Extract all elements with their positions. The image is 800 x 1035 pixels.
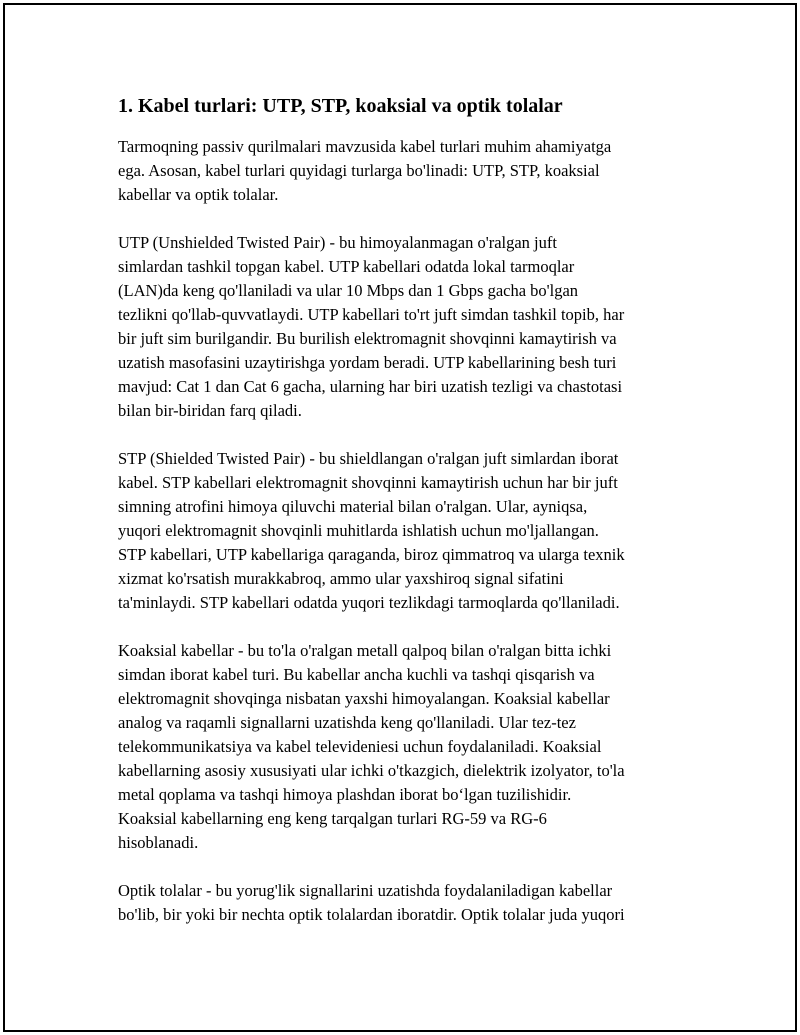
text-line: simdan iborat kabel turi. Bu kabellar ancha kuchli va tashqi qisqarish va bbox=[118, 665, 595, 684]
text-line: kabellarning asosiy xususiyati ular ichki o'tkazgich, dielektrik izolyator, to'la bbox=[118, 761, 625, 780]
text-line: Koaksial kabellar - bu to'la o'ralgan metall qalpoq bilan o'ralgan bitta ichki bbox=[118, 641, 612, 660]
text-line: simning atrofini himoya qiluvchi material bilan o'ralgan. Ular, ayniqsa, bbox=[118, 497, 588, 516]
text-line: ega. Asosan, kabel turlari quyidagi turlarga bo'linadi: UTP, STP, koaksial bbox=[118, 161, 600, 180]
text-line: bo'lib, bir yoki bir nechta optik tolalardan iboratdir. Optik tolalar juda yuqori bbox=[118, 905, 625, 924]
text-line: kabel. STP kabellari elektromagnit shovqinni kamaytirish uchun har bir juft bbox=[118, 473, 618, 492]
text-line: mavjud: Cat 1 dan Cat 6 gacha, ularning har biri uzatish tezligi va chastotasi bbox=[118, 377, 623, 396]
text-line: elektromagnit shovqinga nisbatan yaxshi himoyalangan. Koaksial kabellar bbox=[118, 689, 610, 708]
text-line: telekommunikatsiya va kabel televideniesi uchun foydalaniladi. Koaksial bbox=[118, 737, 602, 756]
text-line: ta'minlaydi. STP kabellari odatda yuqori tezlikdagi tarmoqlarda qo'llaniladi. bbox=[118, 593, 620, 612]
text-line: UTP (Unshielded Twisted Pair) - bu himoyalanmagan o'ralgan juft bbox=[118, 233, 557, 252]
body-paragraph bbox=[118, 135, 688, 207]
body-paragraph bbox=[118, 639, 688, 855]
text-line: yuqori elektromagnit shovqinli muhitlarda ishlatish uchun mo'ljallangan. bbox=[118, 521, 599, 540]
text-line: (LAN)da keng qo'llaniladi va ular 10 Mbps dan 1 Gbps gacha bo'lgan bbox=[118, 281, 579, 300]
text-line: Tarmoqning passiv qurilmalari mavzusida kabel turlari muhim ahamiyatga bbox=[118, 137, 612, 156]
text-line: simlardan tashkil topgan kabel. UTP kabellari odatda lokal tarmoqlar bbox=[118, 257, 575, 276]
text-line: Koaksial kabellarning eng keng tarqalgan turlari RG-59 va RG-6 bbox=[118, 809, 547, 828]
body-paragraph bbox=[118, 447, 688, 615]
text-line: bilan bir-biridan farq qiladi. bbox=[118, 401, 302, 420]
text-line: STP kabellari, UTP kabellariga qaraganda, biroz qimmatroq va ularga texnik bbox=[118, 545, 625, 564]
document-body bbox=[118, 93, 688, 951]
text-line: xizmat ko'rsatish murakkabroq, ammo ular yaxshiroq signal sifatini bbox=[118, 569, 564, 588]
body-paragraph bbox=[118, 231, 688, 423]
paragraph-list bbox=[118, 135, 688, 927]
section-heading: 1. Kabel turlari: UTP, STP, koaksial va optik tolalar bbox=[118, 95, 563, 117]
body-paragraph bbox=[118, 879, 688, 927]
text-line: bir juft sim burilgandir. Bu burilish elektromagnit shovqinni kamaytirish va bbox=[118, 329, 617, 348]
text-line: kabellar va optik tolalar. bbox=[118, 185, 279, 204]
text-line: metal qoplama va tashqi himoya plashdan iborat bo‘lgan tuzilishidir. bbox=[118, 785, 572, 804]
text-line: hisoblanadi. bbox=[118, 833, 199, 852]
text-line: analog va raqamli signallarni uzatishda keng qo'llaniladi. Ular tez-tez bbox=[118, 713, 576, 732]
text-line: STP (Shielded Twisted Pair) - bu shieldlangan o'ralgan juft simlardan iborat bbox=[118, 449, 619, 468]
text-line: uzatish masofasini uzaytirishga yordam beradi. UTP kabellarining besh turi bbox=[118, 353, 617, 372]
text-line: Optik tolalar - bu yorug'lik signallarini uzatishda foydalaniladigan kabellar bbox=[118, 881, 613, 900]
text-line: tezlikni qo'llab-quvvatlaydi. UTP kabellari to'rt juft simdan tashkil topib, har bbox=[118, 305, 625, 324]
